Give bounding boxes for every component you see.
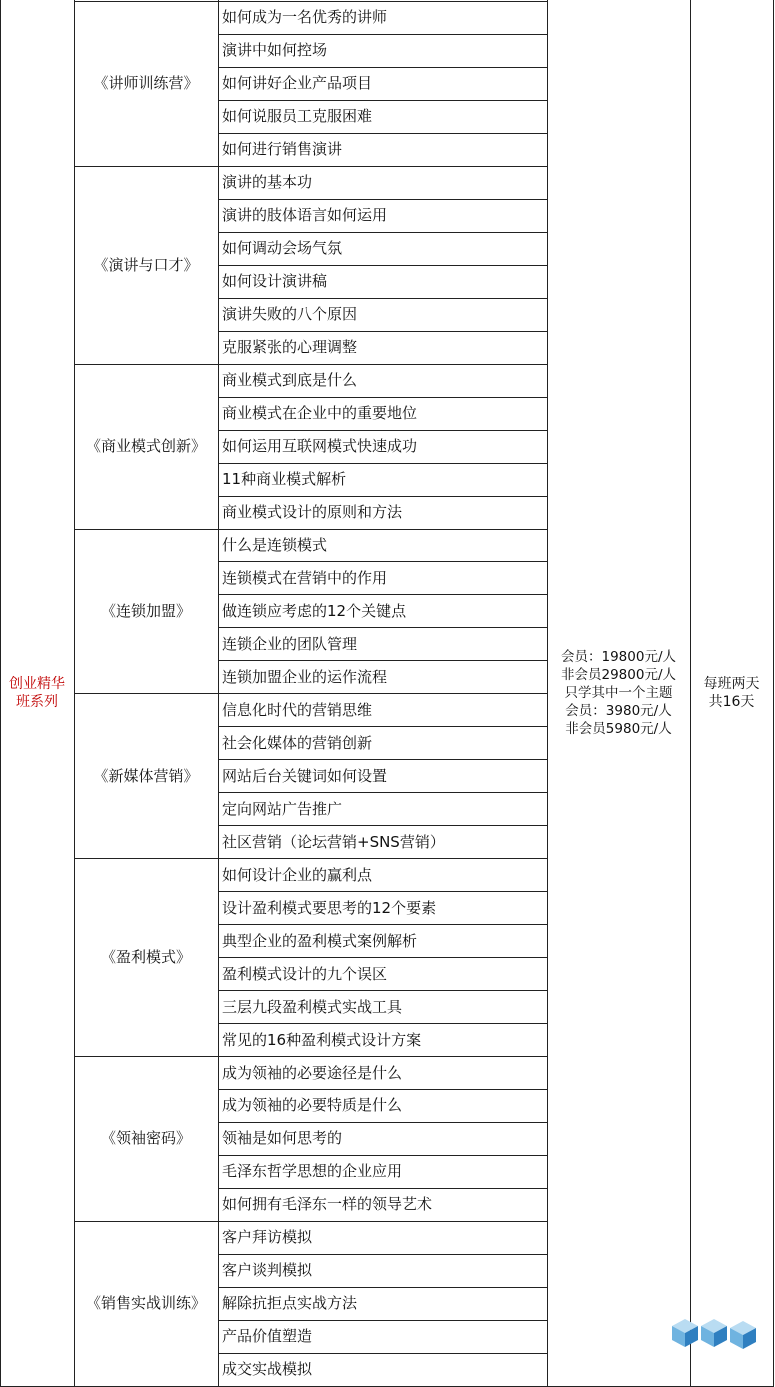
row-divider [218, 825, 547, 826]
topic-cell [218, 364, 547, 397]
topic-text: 设计盈利模式要思考的12个要素 [222, 898, 437, 917]
topic-cell [218, 331, 547, 364]
topic-text: 演讲中如何控场 [222, 41, 328, 60]
row-divider [218, 990, 547, 991]
topic-text: 如何运用互联网模式快速成功 [222, 437, 418, 456]
topic-text: 社会化媒体的营销创新 [222, 733, 373, 752]
topic-text: 商业模式设计的原则和方法 [222, 503, 403, 522]
topic-cell [218, 693, 547, 726]
topic-text: 演讲的基本功 [222, 173, 313, 192]
topic-text: 客户谈判模拟 [222, 1261, 313, 1280]
topic-cell [218, 463, 547, 496]
duration-label: 每班两天 [703, 676, 760, 693]
category-cell [74, 693, 218, 858]
topic-cell [218, 825, 547, 858]
topic-text: 典型企业的盈利模式案例解析 [222, 931, 418, 950]
topic-text: 盈利模式设计的九个误区 [222, 964, 388, 983]
row-divider [218, 561, 547, 562]
category-title: 《销售实战训练》 [85, 1294, 206, 1313]
topic-text: 解除抗拒点实战方法 [222, 1294, 358, 1313]
price-line: 会员：3980元/人 [565, 703, 672, 720]
topic-text: 三层九段盈利模式实战工具 [222, 997, 403, 1016]
topic-cell [218, 1, 547, 34]
column-divider [547, 0, 548, 1387]
topic-text: 商业模式到底是什么 [222, 371, 358, 390]
topic-text: 成为领袖的必要途径是什么 [222, 1063, 403, 1082]
topic-text: 客户拜访模拟 [222, 1228, 313, 1247]
topic-cell [218, 67, 547, 100]
row-divider [218, 67, 547, 68]
row-divider [218, 1155, 547, 1156]
topic-text: 信息化时代的营销思维 [222, 700, 373, 719]
category-title: 《新媒体营销》 [93, 766, 199, 785]
category-title: 《演讲与口才》 [93, 255, 199, 274]
topic-text: 11种商业模式解析 [222, 470, 347, 489]
topic-cell [218, 660, 547, 693]
topic-cell [218, 891, 547, 924]
topic-cell [218, 924, 547, 957]
row-divider [218, 957, 547, 958]
row-divider [218, 430, 547, 431]
row-divider [218, 594, 547, 595]
topic-cell [218, 166, 547, 199]
row-divider [218, 463, 547, 464]
category-cell [74, 529, 218, 694]
duration-label: 共16天 [708, 694, 755, 711]
row-divider [218, 133, 547, 134]
price-line: 非会员5980元/人 [565, 721, 672, 738]
topic-text: 成交实战模拟 [222, 1360, 313, 1379]
topic-text: 连锁模式在营销中的作用 [222, 568, 388, 587]
series-label: 班系列 [16, 694, 58, 711]
topic-text: 做连锁应考虑的12个关键点 [222, 601, 407, 620]
duration-cell [690, 1, 773, 1386]
topic-text: 如何拥有毛泽东一样的领导艺术 [222, 1195, 433, 1214]
row-divider [218, 1188, 547, 1189]
row-divider [218, 1320, 547, 1321]
category-title: 《领袖密码》 [100, 1129, 191, 1148]
row-divider [218, 496, 547, 497]
row-divider [218, 1122, 547, 1123]
topic-cell [218, 1320, 547, 1353]
topic-text: 演讲失败的八个原因 [222, 305, 358, 324]
row-divider [218, 891, 547, 892]
category-title: 《盈利模式》 [100, 948, 191, 967]
row-divider [218, 627, 547, 628]
cube-1 [672, 1319, 698, 1347]
price-line: 会员：19800元/人 [561, 649, 676, 666]
row-divider [218, 34, 547, 35]
topic-cell [218, 199, 547, 232]
topic-cell [218, 990, 547, 1023]
category-title: 《讲师训练营》 [93, 74, 199, 93]
row-divider [218, 199, 547, 200]
price-line: 非会员29800元/人 [561, 667, 676, 684]
topic-cell [218, 1221, 547, 1254]
row-divider [218, 1023, 547, 1024]
topic-cell [218, 1155, 547, 1188]
category-cell [74, 364, 218, 529]
row-divider [218, 298, 547, 299]
category-cell [74, 858, 218, 1056]
topic-text: 什么是连锁模式 [222, 536, 328, 554]
row-divider [218, 759, 547, 760]
row-divider [218, 924, 547, 925]
cube-2 [701, 1319, 727, 1347]
row-divider [218, 100, 547, 101]
topic-cell [218, 1122, 547, 1155]
column-divider [218, 0, 219, 1387]
topic-cell [218, 1287, 547, 1320]
topic-cell [218, 858, 547, 891]
category-cell [74, 1, 218, 166]
topic-text: 产品价值塑造 [222, 1327, 313, 1346]
topic-cell [218, 397, 547, 430]
series-label: 创业精华 [9, 676, 65, 693]
topic-text: 社区营销（论坛营销+SNS营销） [222, 832, 445, 851]
row-divider [218, 660, 547, 661]
topic-cell [218, 430, 547, 463]
topic-text: 商业模式在企业中的重要地位 [222, 404, 418, 423]
topic-text: 如何设计企业的赢利点 [222, 865, 373, 884]
series-cell [0, 1, 74, 1386]
topic-cell [218, 1254, 547, 1287]
topic-text: 如何成为一名优秀的讲师 [222, 8, 388, 27]
row-divider [218, 1353, 547, 1354]
topic-cell [218, 792, 547, 825]
row-divider [218, 331, 547, 332]
topic-cell [218, 1023, 547, 1056]
row-divider [218, 1287, 547, 1288]
row-divider [218, 265, 547, 266]
stacked-cubes-logo-icon [670, 1314, 760, 1352]
topic-text: 如何进行销售演讲 [222, 140, 343, 159]
column-divider [690, 0, 691, 1387]
topic-text: 如何调动会场气氛 [222, 239, 343, 258]
topic-text: 演讲的肢体语言如何运用 [222, 206, 388, 225]
topic-text: 成为领袖的必要特质是什么 [222, 1096, 403, 1115]
category-cell [74, 1221, 218, 1386]
topic-text: 如何设计演讲稿 [222, 272, 328, 291]
column-divider [773, 0, 774, 1387]
topic-cell [218, 759, 547, 792]
column-divider [0, 0, 1, 1387]
topic-cell [218, 496, 547, 529]
topic-text: 常见的16种盈利模式设计方案 [222, 1030, 422, 1049]
price-line: 只学其中一个主题 [564, 685, 673, 702]
topic-cell [218, 957, 547, 990]
topic-cell [218, 265, 547, 298]
topic-cell [218, 232, 547, 265]
column-divider [74, 0, 75, 1387]
topic-text: 领袖是如何思考的 [222, 1129, 343, 1148]
topic-cell [218, 627, 547, 660]
topic-cell [218, 561, 547, 594]
topic-text: 连锁加盟企业的运作流程 [222, 667, 388, 686]
topic-cell [218, 100, 547, 133]
topic-cell [218, 1056, 547, 1089]
row-divider [218, 232, 547, 233]
topic-text: 如何讲好企业产品项目 [222, 74, 373, 93]
topic-cell [218, 34, 547, 67]
topic-cell [218, 1353, 547, 1386]
cube-3 [730, 1321, 756, 1349]
row-divider [218, 397, 547, 398]
topic-cell [218, 1089, 547, 1122]
category-cell [74, 1056, 218, 1221]
topic-text: 毛泽东哲学思想的企业应用 [222, 1162, 403, 1181]
topic-cell [218, 594, 547, 627]
topic-text: 连锁企业的团队管理 [222, 634, 358, 653]
topic-text: 克服紧张的心理调整 [222, 338, 358, 357]
topic-cell [218, 298, 547, 331]
row-divider [218, 792, 547, 793]
topic-text: 定向网站广告推广 [222, 799, 343, 818]
topic-cell [218, 1188, 547, 1221]
topic-text: 如何说服员工克服困难 [222, 107, 373, 126]
price-cell [547, 1, 690, 1386]
category-cell [74, 166, 218, 364]
row-divider [218, 1089, 547, 1090]
topic-text: 网站后台关键词如何设置 [222, 766, 388, 785]
topic-cell [218, 133, 547, 166]
category-title: 《商业模式创新》 [85, 437, 206, 456]
row-divider [218, 726, 547, 727]
category-title: 《连锁加盟》 [100, 601, 191, 620]
row-divider [218, 1254, 547, 1255]
topic-cell [218, 529, 547, 562]
topic-cell [218, 726, 547, 759]
